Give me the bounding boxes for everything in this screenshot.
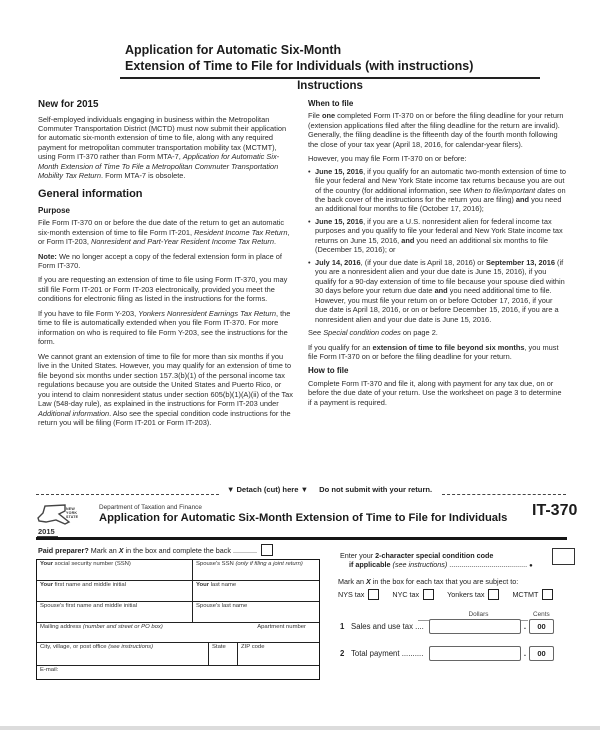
purpose-heading: Purpose [38, 205, 71, 215]
taxpayer-info-grid [36, 559, 320, 680]
when-to-file-paragraph-2: However, you may file Form IT-370 on or before: [308, 154, 467, 164]
instructions-left-column [38, 99, 295, 433]
when-to-file-bullet-2-text: June 15, 2016, if you are a U.S. nonresident alien for federal income tax purposes and you qualify to file your federal and New York State income tax returns on June 15, 2016, and you need an additional six months to file (December 15, 2016); or [315, 216, 563, 255]
your-ssn-field[interactable] [37, 560, 193, 580]
logo-word-new: NEW [66, 507, 75, 511]
tax-checkbox-row [338, 589, 574, 600]
purpose-paragraph-1: File Form IT-370 on or before the due date of the return to get an automatic six-month extension of time to file Form IT-201, Resident Income Tax Return, or Form IT-203, Nonresident and Part-Year Resident Income Tax Return. [38, 218, 290, 247]
form-number: IT-370 [532, 502, 578, 519]
special-condition-code-label-text: if applicable (see instructions) ....................................... [349, 560, 528, 569]
page-bottom-edge [0, 726, 600, 730]
bullet-marker: • [308, 166, 311, 176]
zip-code-label: ZIP code [241, 644, 265, 650]
email-field[interactable] [37, 666, 319, 679]
your-last-name-label: Your last name [196, 582, 237, 588]
sales-use-tax-cents[interactable]: 00 [529, 619, 554, 634]
ny-state-logo [36, 503, 96, 539]
total-payment-input[interactable] [429, 646, 521, 661]
spouse-first-name-field[interactable] [37, 602, 193, 622]
nyc-tax-checkbox[interactable] [423, 589, 434, 600]
decimal-point: . [523, 649, 527, 658]
special-condition-codes-reference: See Special condition codes on page 2. [308, 328, 438, 338]
your-first-name-label: Your first name and middle initial [40, 582, 126, 588]
when-to-file-paragraph-1: File one completed Form IT-370 on or before the filing deadline for your return (extension applications filed after the filing deadline for the return are invalid). Generally, the filing deadline is the fifteenth day of the fourth month following the close of your tax year (April 18, 2016, for calendar-year filers). [308, 111, 564, 149]
new-for-2015-heading: New for 2015 [38, 99, 99, 110]
purpose-paragraph-5: We cannot grant an extension of time to file for more than six months if you live in the United States. However, you may qualify for an extension of time to file beyond six months under section 157.3(b)(1) of the personal income tax regulations because you are outside the United States and Puerto Rico, or you intend to claim nonresident status under section 605(b)(1)(A)(ii) of the Tax Law (548-day rule), as explained in the instructions for Form IT-203 under Additional information. Also see the special condition code instructions for the return you will be filing (Form IT-201 or Form IT-203). [38, 351, 293, 428]
mark-x-instruction: Mark an X in the box for each tax that you are subject to: [338, 577, 519, 586]
mailing-address-row [37, 623, 319, 643]
mctmt-item [512, 589, 553, 600]
your-ssn-label: Your social security number (SSN) [40, 561, 131, 567]
nys-tax-label: NYS tax [338, 590, 365, 599]
mailing-address-label: Mailing address (number and street or PO box) [40, 624, 163, 630]
spouse-ssn-label: Spouse's SSN (only if filing a joint return) [196, 561, 303, 567]
your-name-row [37, 581, 319, 602]
state-field[interactable] [209, 643, 238, 665]
sales-use-tax-row [340, 619, 570, 634]
sales-use-tax-input[interactable] [429, 619, 521, 634]
general-information-heading: General information [38, 187, 143, 200]
email-label: E-mail: [40, 667, 59, 673]
your-last-name-field[interactable] [193, 581, 319, 601]
nyc-tax-label: NYC tax [392, 590, 420, 599]
bullet-marker: • [308, 257, 311, 267]
ssn-row [37, 560, 319, 581]
yonkers-tax-item [447, 589, 499, 600]
purpose-note-paragraph: Note: We no longer accept a copy of the federal extension form in place of Form IT-370. [38, 251, 282, 270]
instructions-heading: Instructions [297, 80, 363, 92]
nys-tax-checkbox[interactable] [368, 589, 379, 600]
sales-use-tax-label: Sales and use tax .... [351, 622, 424, 631]
detach-label: ▼ Detach (cut) here ▼ [226, 485, 309, 494]
logo-word-york: YORK [66, 511, 78, 516]
when-to-file-bullet-1 [308, 167, 566, 214]
purpose-paragraph-4: If you have to file Form Y-203, Yonkers Nonresident Earnings Tax Return, the time to file is automatically extended when you file Form IT-370. For more information on who is required to file Form Y-203, see the instructions for the form. [38, 308, 291, 347]
cents-column-label: Cents [533, 611, 550, 618]
title-divider [120, 77, 540, 79]
mctmt-label: MCTMT [512, 590, 539, 599]
paid-preparer-checkbox[interactable] [261, 544, 273, 556]
detach-dash-left [36, 487, 219, 495]
spouse-name-row [37, 602, 319, 623]
total-payment-cents[interactable]: 00 [529, 646, 554, 661]
how-to-file-heading: How to file [308, 366, 349, 376]
logo-word-state: STATE [66, 515, 79, 520]
when-to-file-heading: When to file [308, 99, 354, 108]
detach-line [36, 482, 566, 495]
new-for-2015-paragraph: Self-employed individuals engaging in business within the Metropolitan Commuter Transportation District (MCTD) must now submit their application for automatic six-month extension of time to file, along with any required payment for metropolitan commuter transportation mobility tax (MCTMT), using Form IT-370 rather than Form MTA-7, Application for Automatic Six-Month Extension of Time To File a Metropolitan Commuter Transportation Mobility Tax Return. Form MTA-7 is obsolete. [38, 114, 287, 181]
purpose-paragraph-3: If you are requesting an extension of time to file using Form IT-370, you may still file Form IT-201 or Form IT-203 electronically, provided you meet the conditions for electronic filing as listed in the instructions for the forms. [38, 275, 288, 304]
page-title [125, 42, 473, 75]
detach-dash-right [442, 487, 566, 495]
nys-tax-item [338, 589, 379, 600]
apartment-number-label: Apartment number [257, 624, 306, 630]
total-payment-row [340, 646, 570, 661]
zip-code-field[interactable] [238, 643, 319, 665]
department-label: Department of Taxation and Finance [99, 504, 202, 511]
page-title-line2: Extension of Time to File for Individuals (with instructions) [125, 59, 474, 74]
ny-state-logo-text [66, 507, 78, 519]
decimal-point: . [523, 622, 527, 631]
logo-year: 2015 [37, 527, 58, 537]
when-to-file-bullet-1-text: June 15, 2016, if you qualify for an automatic two-month extension of time to file your federal and New York State income tax returns because you are out of the country (for additional information, see When to file/important dates on the back cover of the instructions for the return you are filing) and you need an additional four months to file (October 17, 2016); [315, 166, 567, 214]
mailing-address-field[interactable] [37, 623, 319, 642]
city-field[interactable] [37, 643, 209, 665]
yonkers-tax-label: Yonkers tax [447, 590, 485, 599]
city-label: City, village, or post office (see instructions) [40, 644, 154, 650]
dollars-column-label: Dollars [468, 611, 489, 618]
total-payment-label: Total payment .......... [351, 649, 424, 658]
paid-preparer-label: Paid preparer? Mark an X in the box and complete the back ............ [38, 545, 257, 555]
form-title: Application for Automatic Six-Month Extension of Time to File for Individuals [99, 512, 508, 524]
instructions-right-column [308, 99, 566, 412]
special-condition-code-label-line2 [349, 560, 533, 569]
spouse-last-name-field[interactable] [193, 602, 319, 622]
bullet-marker: • [308, 216, 311, 226]
paid-preparer-row [38, 544, 273, 556]
spouse-ssn-field[interactable] [193, 560, 319, 580]
form-header-divider [36, 537, 567, 540]
nyc-tax-item [392, 589, 434, 600]
beyond-six-months-paragraph: If you qualify for an extension of time to file beyond six months, you must file Form IT-370 on or before the filing deadline for your return. [308, 342, 559, 362]
when-to-file-bullet-3 [308, 258, 566, 324]
when-to-file-bullet-3-text: July 14, 2016, (if your due date is April 18, 2016) or September 13, 2016 (if you are a nonresident alien and your due date is June 15, 2016), if you qualify for a 90-day extension of time to file because your spouse died within 30 days before your return due date and you need additional time to file. However, you must file your return on or before October 17, 2016, if your due date is April 18, 2016, or on or before December 15, 2016, if you are a nonresident alien and your due date is June 15, 2016. [315, 257, 565, 324]
city-state-zip-row [37, 643, 319, 666]
detach-warning: Do not submit with your return. [319, 485, 433, 494]
your-first-name-field[interactable] [37, 581, 193, 601]
special-condition-code-box[interactable] [552, 548, 575, 565]
line-2-number: 2 [340, 649, 345, 658]
spouse-last-name-label: Spouse's last name [196, 603, 248, 609]
email-row [37, 666, 319, 679]
page-title-line1: Application for Automatic Six-Month [125, 43, 342, 57]
spouse-first-name-label: Spouse's first name and middle initial [40, 603, 138, 609]
state-label: State [212, 644, 226, 650]
bullet-dot: ● [529, 563, 533, 569]
mctmt-checkbox[interactable] [542, 589, 553, 600]
yonkers-tax-checkbox[interactable] [488, 589, 499, 600]
special-condition-code-label-line1: Enter your 2-character special condition code [340, 551, 494, 560]
how-to-file-paragraph: Complete Form IT-370 and file it, along with payment for any tax due, on or before the due date of your return. Use the worksheet on page 3 to determine if a payment is required. [308, 378, 562, 407]
line-1-number: 1 [340, 622, 345, 631]
when-to-file-bullet-2 [308, 217, 566, 255]
